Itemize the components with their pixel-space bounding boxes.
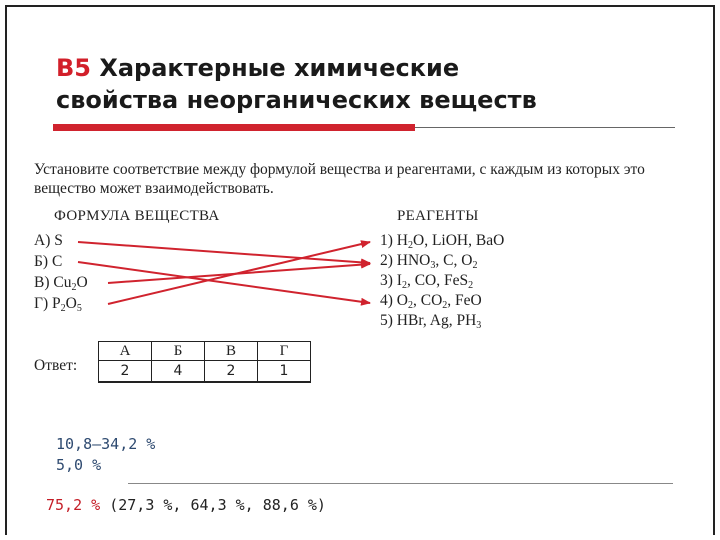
task-code: B5 — [56, 54, 91, 82]
formula-text: $P_2O_5$ — [52, 295, 82, 314]
answer-value-b: 4 — [152, 361, 205, 383]
reagent-text: HBr, Ag, $PH_3$ — [396, 312, 482, 331]
reagent-number: 1) — [380, 232, 397, 249]
stat-low: 5,0 % — [56, 456, 102, 474]
formula-letter: Б) — [34, 253, 52, 270]
answer-letter-g: Г — [258, 342, 311, 361]
formula-letter: В) — [34, 274, 54, 291]
reagent-column-header: РЕАГЕНТЫ — [397, 208, 479, 224]
answer-value-g: 1 — [258, 361, 311, 383]
reagent-text: $O_2$, $CO_2$, FeO — [396, 292, 482, 311]
answer-table — [98, 341, 311, 383]
result-main-percent: 75,2 % — [46, 496, 101, 514]
answer-letter-v: В — [205, 342, 258, 361]
title-text: Характерные химические — [91, 54, 460, 82]
result-line — [46, 496, 326, 514]
answer-label: Ответ: — [34, 357, 78, 374]
answer-letter-b: Б — [152, 342, 205, 361]
reagent-number: 5) — [380, 312, 397, 329]
arrow-g-to-1 — [108, 242, 370, 304]
reagent-text: $HNO_3$, C, $O_2$ — [396, 252, 478, 271]
reagent-text: $I_2$, CO, FeS$_2$ — [396, 272, 474, 291]
formula-letter: Г) — [34, 295, 52, 312]
formula-text: C — [51, 253, 63, 270]
stat-range: 10,8–34,2 % — [56, 435, 156, 453]
formula-column-header: ФОРМУЛА ВЕЩЕСТВА — [54, 208, 220, 224]
formula-letter: А) — [34, 232, 55, 249]
answer-value-a: 2 — [99, 361, 152, 383]
answer-letter-a: А — [99, 342, 152, 361]
reagent-number: 2) — [380, 252, 397, 269]
answer-value-v: 2 — [205, 361, 258, 383]
formula-text: S — [54, 232, 63, 249]
footer-divider — [128, 483, 673, 484]
reagent-number: 4) — [380, 292, 397, 309]
result-breakdown: (27,3 %, 64,3 %, 88,6 %) — [100, 496, 326, 514]
task-statement: Установите соответствие между формулой вещества и реагентами, с каждым из которых это вещество может взаимодействовать. — [34, 161, 645, 197]
reagent-number: 3) — [380, 272, 397, 289]
formula-text: $Cu_2O$ — [53, 274, 88, 293]
title-line-2: свойства неорганических веществ — [56, 86, 537, 114]
reagent-text: $H_2O$, LiOH, BaO — [396, 232, 505, 251]
